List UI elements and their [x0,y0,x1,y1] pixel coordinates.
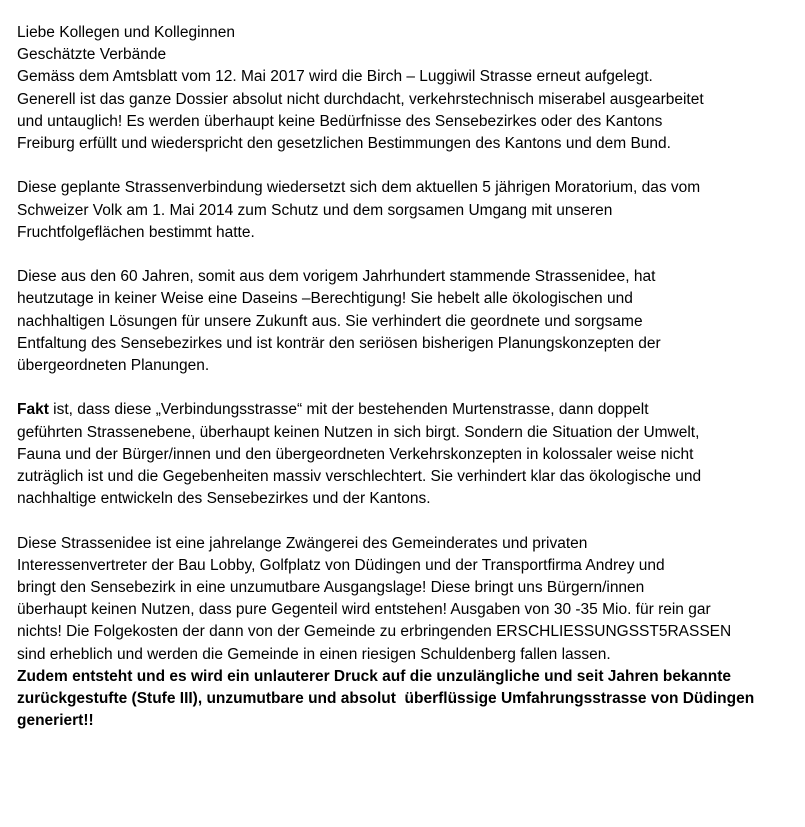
text-line: heutzutage in keiner Weise eine Daseins –Berechtigung! Sie hebelt alle ökologischen und [17,290,633,308]
text-line: geführten Strassenebene, überhaupt keinen Nutzen in sich birgt. Sondern die Situation der Umwelt, [17,423,700,441]
text-line: zurückgestufte (Stufe III), unzumutbare und absolut überflüssige Umfahrungsstrasse von Düdingen [17,690,755,708]
text-line: übergeordneten Planungen. [17,357,210,375]
fakt-line-rest: ist, dass diese „Verbindungsstrasse“ mit der bestehenden Murtenstrasse, dann doppelt [48,401,649,419]
paragraph-zwaengerei [17,533,792,666]
text-line: Diese aus den 60 Jahren, somit aus dem vorigem Jahrhundert stammende Strassenidee, hat [17,268,656,286]
text-line: Schweizer Volk am 1. Mai 2014 zum Schutz und dem sorgsamen Umgang mit unseren [17,201,613,219]
text-line: nachhaltigen Lösungen für unsere Zukunft aus. Sie verhindert die geordnete und sorgsame [17,312,643,330]
text-line: Freiburg erfüllt und wiederspricht den gesetzlichen Bestimmungen des Kantons und dem Bund. [17,135,671,153]
text-line: Fruchtfolgeflächen bestimmt hatte. [17,223,255,241]
greeting-line: Liebe Kollegen und Kolleginnen [17,24,236,41]
paragraph-conclusion [17,666,792,733]
text-line: Zudem entsteht und es wird ein unlauterer Druck auf die unzulängliche und seit Jahren bekannte [17,667,731,685]
text-line: zuträglich ist und die Gegebenheiten massiv verschlechtert. Sie verhindert klar das ökologische und [17,468,702,486]
paragraph-moratorium [17,177,792,244]
text-line: bringt den Sensebezirk in eine unzumutbare Ausgangslage! Diese bringt uns Bürgern/innen [17,579,645,597]
text-line: überhaupt keinen Nutzen, dass pure Gegenteil wird entstehen! Ausgaben von 30 -35 Mio. für rein gar [17,601,711,619]
text-line: Generell ist das ganze Dossier absolut nicht durchdacht, verkehrstechnisch miserabel ausgearbeitet [17,90,704,108]
text-line: sind erheblich und werden die Gemeinde in einen riesigen Schuldenberg fallen lassen. [17,645,611,663]
paragraph-strassenidee [17,266,792,377]
text-line: Gemäss dem Amtsblatt vom 12. Mai 2017 wird die Birch – Luggiwil Strasse erneut aufgelegt. [17,68,653,86]
letter-document [17,22,792,732]
text-line: nichts! Die Folgekosten der dann von der Gemeinde zu erbringenden ERSCHLIESSUNGSST5RASSEN [17,623,732,641]
text-line: Diese Strassenidee ist eine jahrelange Zwängerei des Gemeinderates und privaten [17,534,588,552]
text-line: Fauna und der Bürger/innen und den übergeordneten Verkehrskonzepten in kolossaler weise nicht [17,445,694,463]
greeting-line: Geschätzte Verbände [17,46,167,64]
text-line: Diese geplante Strassenverbindung wiedersetzt sich dem aktuellen 5 jährigen Moratorium, das vom [17,179,701,197]
paragraph-amtsblatt [17,66,792,155]
text-line: nachhaltige entwickeln des Sensebezirkes und der Kantons. [17,490,431,508]
greeting [17,22,792,66]
text-line: Interessenvertreter der Bau Lobby, Golfplatz von Düdingen und der Transportfirma Andrey und [17,556,665,574]
paragraph-fakt [17,399,792,510]
text-line: und untauglich! Es werden überhaupt keine Bedürfnisse des Sensebezirkes oder des Kantons [17,112,663,130]
text-line: generiert!! [17,712,94,730]
fakt-bold-word: Fakt [17,401,49,419]
text-line [17,399,792,421]
text-line: Entfaltung des Sensebezirkes und ist konträr den seriösen bisherigen Planungskonzepten der [17,334,661,352]
